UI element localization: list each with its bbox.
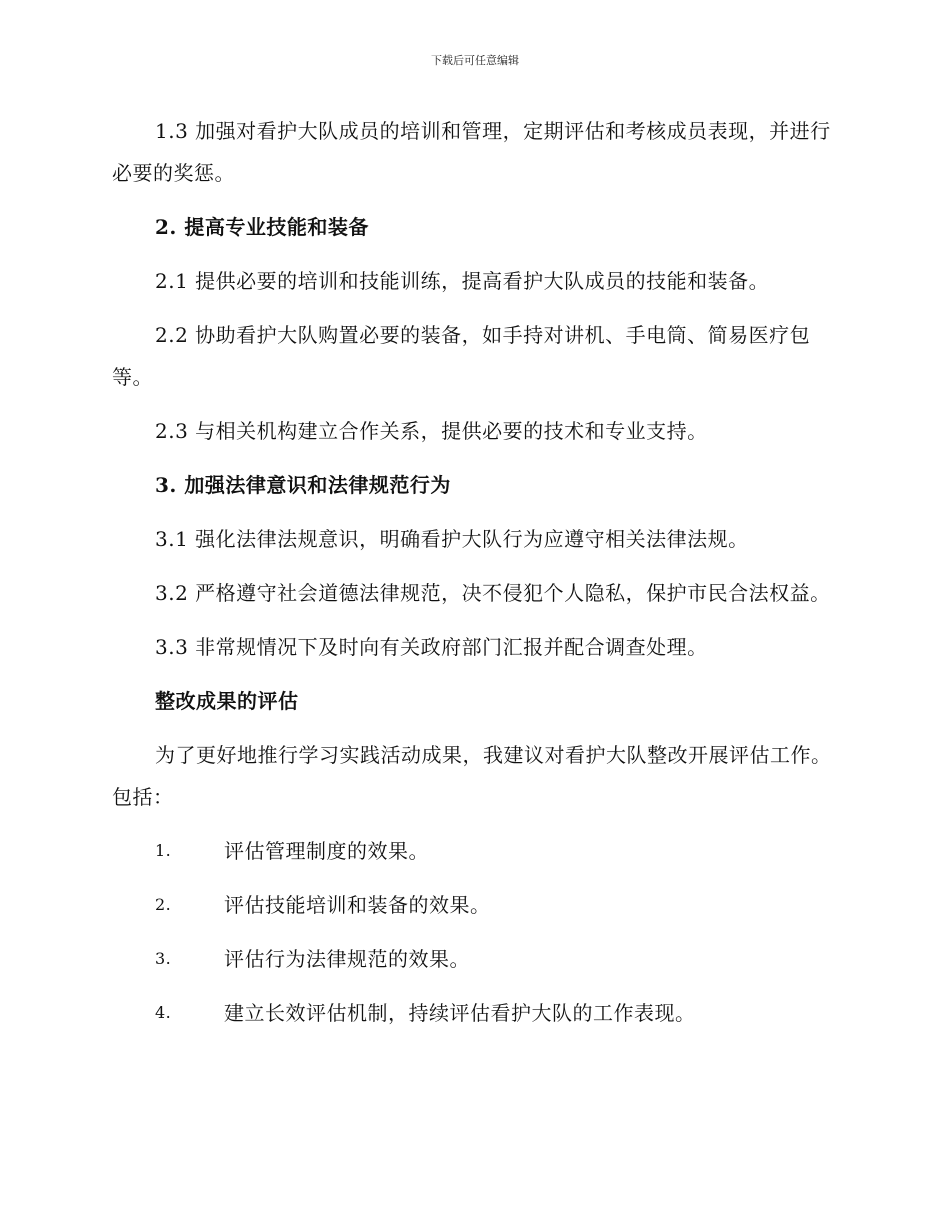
paragraph-2-1: 2.1 提供必要的培训和技能训练，提高看护大队成员的技能和装备。 xyxy=(155,269,770,293)
section-heading-2: 2. 提高专业技能和装备 xyxy=(155,215,369,239)
paragraph-1-3: 1.3 加强对看护大队成员的培训和管理，定期评估和考核成员表现，并进行必要的奖惩。 xyxy=(112,119,831,185)
paragraph-2-2: 2.2 协助看护大队购置必要的装备，如手持对讲机、手电筒、简易医疗包等。 xyxy=(112,323,811,389)
list-text: 评估行为法律规范的效果。 xyxy=(224,947,470,971)
list-item xyxy=(112,992,842,1034)
section-heading-evaluation: 整改成果的评估 xyxy=(155,689,299,713)
list-number: 3. xyxy=(155,949,172,968)
paragraph-evaluation: 为了更好地推行学习实践活动成果，我建议对看护大队整改开展评估工作。包括： xyxy=(112,743,832,809)
paragraph-2-3: 2.3 与相关机构建立合作关系，提供必要的技术和专业支持。 xyxy=(155,419,708,443)
list-number: 4. xyxy=(155,1003,172,1022)
page-header: 下载后可任意编辑 xyxy=(431,54,519,67)
list-text: 建立长效评估机制，持续评估看护大队的工作表现。 xyxy=(224,1001,696,1025)
paragraph-3-1: 3.1 强化法律法规意识，明确看护大队行为应遵守相关法律法规。 xyxy=(155,527,749,551)
section-heading-3: 3. 加强法律意识和法律规范行为 xyxy=(155,473,451,497)
paragraph-3-2: 3.2 严格遵守社会道德法律规范，决不侵犯个人隐私，保护市民合法权益。 xyxy=(155,581,831,605)
document-body xyxy=(112,110,842,1034)
list-item xyxy=(112,830,842,872)
list-text: 评估管理制度的效果。 xyxy=(224,839,429,863)
list-number: 2. xyxy=(155,895,172,914)
list-number: 1. xyxy=(155,841,172,860)
list-item xyxy=(112,884,842,926)
list-text: 评估技能培训和装备的效果。 xyxy=(224,893,491,917)
paragraph-3-3: 3.3 非常规情况下及时向有关政府部门汇报并配合调查处理。 xyxy=(155,635,708,659)
list-item xyxy=(112,938,842,980)
